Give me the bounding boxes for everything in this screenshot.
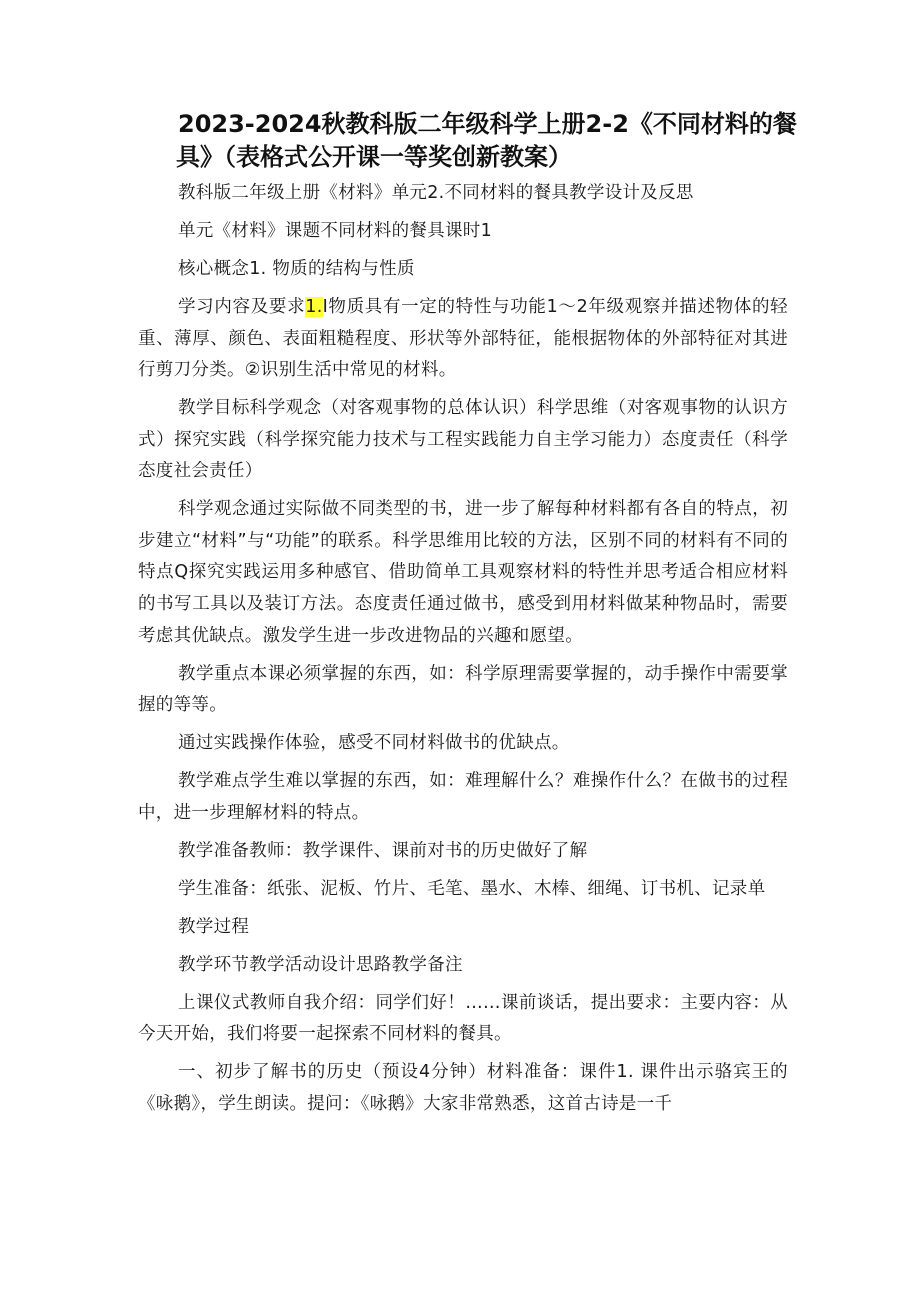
paragraph-process-heading: 教学过程 (178, 916, 250, 937)
paragraph-key-points: 教学重点本课必须掌握的东西，如：科学原理需要掌握的，动手操作中需要掌握的等等。 (138, 663, 788, 716)
paragraph-core-concept: 核心概念1. 物质的结构与性质 (178, 258, 415, 279)
paragraph-key-point-detail: 通过实践操作体验，感受不同材料做书的优缺点。 (178, 733, 570, 754)
paragraph-goal-details: 科学观念通过实际做不同类型的书，进一步了解每种材料都有各自的特点，初步建立“材料”与“功能”的联系。科学思维用比较的方法，区别不同的材料有不同的特点Q探究实践运用多种感官、借助简单工具观察材料的特性并思考适合相应材料的书写工具以及装订方法。态度责任通过做书，感受到用材料做某种物品时，需要考虑其优缺点。激发学生进一步改进物品的兴趣和愿望。 (138, 499, 788, 646)
requirements-label: 学习内容及要求 (178, 296, 306, 317)
paragraph-lesson-info: 单元《材料》课题不同材料的餐具课时1 (178, 220, 493, 241)
paragraph-section-one: 一、初步了解书的历史（预设4分钟）材料准备：课件1. 课件出示骆宾王的《咏鹅》，学生朗读。提问：《咏鹅》大家非常熟悉，这首古诗是一千 (138, 1062, 788, 1114)
paragraph-difficulties: 教学难点学生难以掌握的东西，如：难理解什么？难操作什么？在做书的过程中，进一步理解材料的特点。 (138, 771, 788, 823)
requirements-text: I物质具有一定的特性与功能1〜2年级观察并描述物体的轻重、薄厚、颜色、表面粗糙程度、形状等外部特征，能根据物体的外部特征对其进行剪刀分类。②识别生活中常见的材料。 (138, 296, 788, 381)
paragraph-teaching-goals: 教学目标科学观念（对客观事物的总体认识）科学思维（对客观事物的认识方式）探究实践（科学探究能力技术与工程实践能力自主学习能力）态度责任（科学态度社会责任） (138, 398, 788, 482)
highlighted-text: 1. (305, 296, 323, 317)
document-body (138, 178, 788, 1127)
paragraph-learning-requirements (138, 292, 788, 387)
title-line-1: 2023-2024秋教科版二年级科学上册2-2《不同材料的餐 (178, 110, 797, 138)
paragraph-class-opening: 上课仪式教师自我介绍：同学们好！……课前谈话，提出要求：主要内容：从今天开始，我们将要一起探索不同材料的餐具。 (138, 992, 788, 1045)
paragraph-unit-intro: 教科版二年级上册《材料》单元2.不同材料的餐具教学设计及反思 (178, 183, 694, 203)
title-line-2: 具》（表格式公开课一等奖创新教案） (176, 143, 572, 171)
paragraph-table-header: 教学环节教学活动设计思路教学备注 (178, 954, 463, 975)
document-title (178, 108, 798, 174)
paragraph-teacher-prep: 教学准备教师：教学课件、课前对书的历史做好了解 (178, 840, 588, 861)
paragraph-student-prep: 学生准备：纸张、泥板、竹片、毛笔、墨水、木棒、细绳、订书机、记录单 (178, 878, 766, 899)
